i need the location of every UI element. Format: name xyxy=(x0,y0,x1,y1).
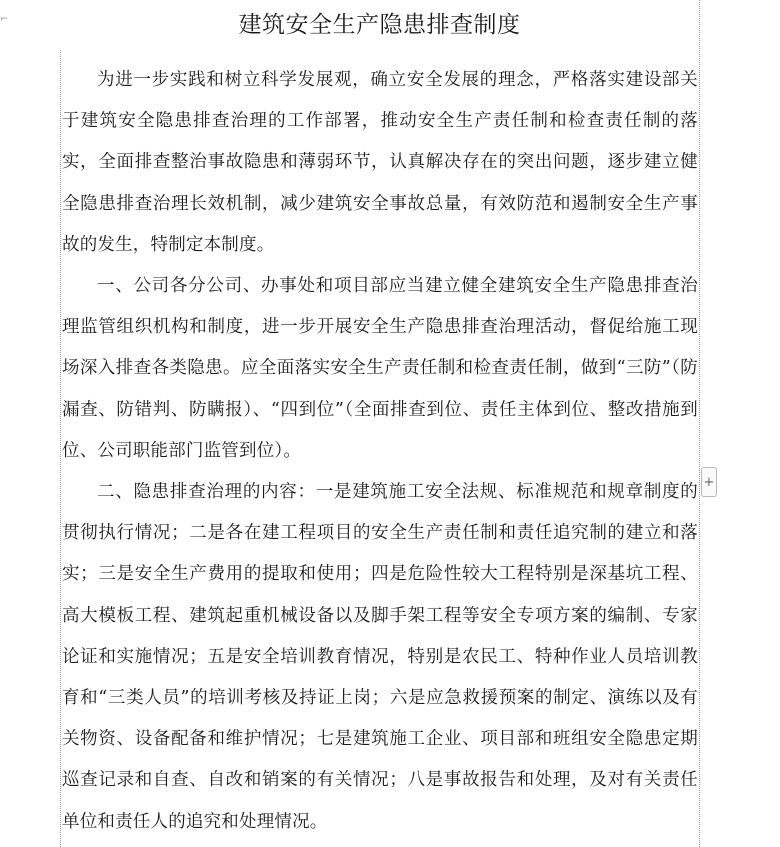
paragraph-intro: 为进一步实践和树立科学发展观，确立安全发展的理念，严格落实建设部关于建筑安全隐患排查治理的工作部署，推动安全生产责任制和检查责任制的落实，全面排查整治事故隐患和薄弱环节，认真解决存在的突出问题，逐步建立健全隐患排查治理长效机制，减少建筑安全事故总量，有效防范和遏制安全生产事故的发生，特制定本制度。 xyxy=(62,70,698,255)
corner-mark-icon: ⌐ xyxy=(0,14,9,25)
paragraph-section-1: 一、公司各分公司、办事处和项目部应当建立健全建筑安全生产隐患排查治理监管组织机构和制度，进一步开展安全生产隐患排查治理活动，督促给施工现场深入排查各类隐患。应全面落实安全生产责任制和检查责任制，做到“三防”（防漏查、防错判、防瞒报）、“四到位”（全面排查到位、责任主体到位、整改措施到位、公司职能部门监管到位）。 xyxy=(62,276,698,461)
left-margin-guide xyxy=(60,50,61,847)
right-margin-guide xyxy=(699,0,700,847)
document-title: 建筑安全生产隐患排查制度 xyxy=(238,12,521,38)
paragraph-section-2: 二、隐患排查治理的内容：一是建筑施工安全法规、标准规范和规章制度的贯彻执行情况；二是各在建工程项目的安全生产责任制和责任追究制的建立和落实；三是安全生产费用的提取和使用；四是危险性较大工程特别是深基坑工程、高大模板工程、建筑起重机械设备以及脚手架工程等安全专项方案的编制、专家论证和实施情况；五是安全培训教育情况，特别是农民工、特种作业人员培训教育和“三类人员”的培训考核及持证上岗；六是应急救援预案的制定、演练以及有关物资、设备配备和维护情况；七是建筑施工企业、项目部和班组安全隐患定期巡查记录和自查、自改和销案的有关情况；八是事故报告和处理，及对有关责任单位和责任人的追究和处理情况。 xyxy=(62,482,698,832)
document-body xyxy=(62,60,698,843)
add-icon[interactable]: + xyxy=(701,467,717,497)
